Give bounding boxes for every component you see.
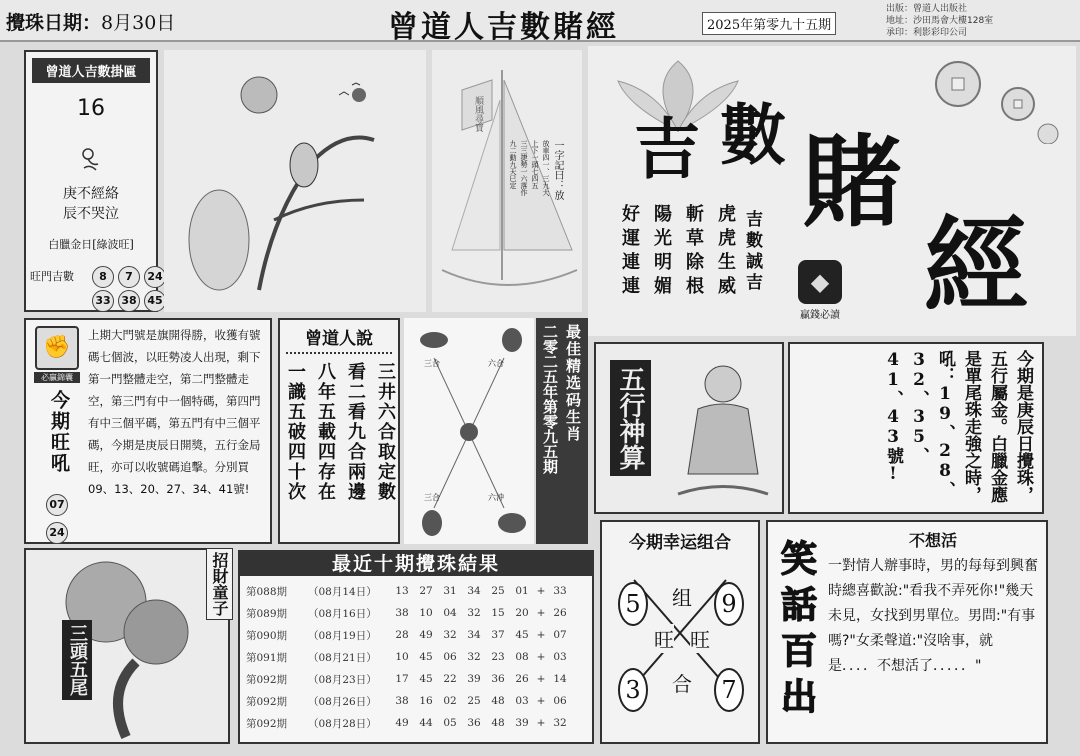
poem-line: 辰不哭泣 (63, 206, 119, 222)
number-cell: 07 (553, 629, 567, 641)
hang-board (24, 50, 163, 312)
date-cell: （08月14日） (308, 585, 377, 598)
issue-cell: 第092期 (246, 717, 288, 730)
number-cell: 27 (419, 585, 433, 597)
wuxing-text-box (788, 342, 1044, 514)
draw-date-label: 攪珠日期： (6, 12, 102, 34)
zodiac-title: 最佳精选码生肖 (564, 324, 582, 443)
combo-number: 5 (618, 582, 648, 626)
sail-line: 一字記曰：放 (552, 140, 563, 200)
zhaocai-badge: 三頭五尾 (62, 620, 92, 700)
results-table (246, 580, 586, 734)
banner-char: 數 (720, 96, 786, 174)
number-cell: 01 (515, 585, 529, 597)
number-cell: 48 (491, 695, 505, 707)
combo-center: 旺 (690, 624, 710, 653)
saying-box (278, 318, 400, 544)
wang-ball: 07 (46, 494, 68, 516)
number-cell: 14 (553, 673, 567, 685)
results-row (246, 602, 586, 624)
joke-badge-char: 話 (780, 584, 817, 626)
number-cell: + (536, 673, 546, 685)
date-cell: （08月23日） (308, 673, 377, 686)
date-cell: （08月16日） (308, 607, 377, 620)
number-cell: 32 (467, 607, 481, 619)
number-cell: 38 (395, 695, 409, 707)
number-cell: 10 (419, 607, 433, 619)
luck-ball: 24 (144, 266, 166, 288)
number-cell: 22 (443, 673, 457, 685)
number-cell: + (536, 695, 546, 707)
publisher-line: 地址：沙田馬會大樓128室 (886, 16, 994, 26)
number-cell: 32 (443, 629, 457, 641)
number-cell: 13 (395, 585, 409, 597)
draw-date-value: 8月30日 (101, 12, 176, 34)
issue-number: 2025年第零九十五期 (702, 12, 836, 35)
luck-ball: 7 (118, 266, 140, 288)
combo-box (600, 520, 760, 744)
zodiac-strip (536, 318, 588, 544)
number-cell: 06 (443, 651, 457, 663)
wang-ball: 24 (46, 522, 68, 544)
hang-board-hint: 白臘金日[綠波旺] (48, 238, 134, 251)
banner-poem-col: 陽光明媚 (651, 204, 672, 300)
saying-col: 一識五破四十次 (285, 362, 306, 502)
wang-badge (34, 326, 80, 383)
banner-poem (616, 204, 738, 332)
sail-text (508, 140, 563, 250)
wang-balls (46, 494, 68, 544)
results-box (238, 550, 594, 744)
issue-cell: 第090期 (246, 629, 288, 642)
issue-cell: 第088期 (246, 585, 288, 598)
joke-badge (774, 536, 824, 720)
wuxing-title: 五行神算 (610, 360, 651, 476)
wang-text: 上期大門號是旗開得勝，收獲有號碼七個波，以旺勢凌人出現，剩下第一門整體走空，第二門整體走空，第三門有中一個特碼，第四門有中三個平碼，第五門有中三個平碼，今期是庚辰日開獎，五行金局旺，亦可以收號碼追擊。分別買09、13、20、27、34、41號! (88, 328, 261, 496)
results-row (246, 668, 586, 690)
page-title: 曾道人吉數賭經 (388, 10, 619, 45)
banner-char: 賭 (802, 123, 902, 241)
number-cell: 44 (419, 717, 433, 729)
sail-line: 上下一頭七四五 (531, 140, 539, 189)
saying-col: 看二看九合兩邊 (345, 362, 366, 502)
number-cell: 08 (515, 651, 529, 663)
results-row (246, 624, 586, 646)
date-cell: （08月28日） (308, 717, 377, 730)
hang-board-number: 16 (77, 96, 105, 121)
sail-illustration (432, 50, 582, 312)
hang-board-title: 曾道人吉數掛匾 (32, 58, 150, 83)
publisher-line: 出版：曾道人出版社 (886, 4, 968, 14)
luck-row-1 (92, 266, 166, 288)
joke-badge-char: 出 (780, 676, 817, 718)
date-cell: （08月19日） (308, 629, 377, 642)
results-row (246, 646, 586, 668)
combo-center: 组 (672, 582, 692, 611)
coins-icon (918, 54, 1068, 144)
badge-label: 贏錢必讀 (800, 310, 840, 321)
number-cell: 39 (515, 717, 529, 729)
number-cell: 49 (419, 629, 433, 641)
child-deity-icon (668, 354, 778, 504)
saying-title: 曾道人說 (286, 324, 392, 354)
number-cell: 25 (491, 585, 505, 597)
joke-badge-char: 笑 (780, 538, 817, 580)
luck-row-2 (92, 290, 166, 312)
banner-char: 吉 (634, 110, 700, 188)
number-cell: 20 (515, 607, 529, 619)
monkey-icon (76, 144, 106, 174)
animal-label: 六沖 (488, 493, 504, 502)
number-cell: 10 (395, 651, 409, 663)
number-cell: 26 (553, 607, 567, 619)
banner-poem-col: 虎虎生威 (715, 204, 736, 300)
number-cell: 48 (491, 717, 505, 729)
number-cell: 36 (467, 717, 481, 729)
number-cell: 33 (553, 585, 567, 597)
luck-label: 旺門吉數 (30, 270, 74, 283)
luck-ball: 8 (92, 266, 114, 288)
combo-center: 旺 (654, 624, 674, 653)
results-title: 最近十期攪珠結果 (240, 552, 592, 576)
number-cell: 16 (419, 695, 433, 707)
results-row (246, 690, 586, 712)
monkey-icon (460, 423, 478, 441)
bird-tree-icon (164, 50, 426, 312)
number-cell: + (536, 717, 546, 729)
sail-line: 九二動九天巳定 (509, 140, 517, 189)
number-cell: 28 (395, 629, 409, 641)
banner (588, 46, 1076, 336)
banner-char: 經 (924, 204, 1029, 327)
wang-label: 今期旺吼 (48, 390, 70, 474)
number-cell: 17 (395, 673, 409, 685)
wang-box (24, 318, 272, 544)
poem-line: 庚不經絡 (63, 186, 119, 202)
joke-title: 不想活 (908, 531, 957, 550)
number-cell: 04 (443, 607, 457, 619)
issue-cell: 第089期 (246, 607, 288, 620)
wuxing-text: 今期是庚辰日攪珠，五行屬金。白臘金應是單尾珠走強之時，吼：19、28、32、35、41、43號! (883, 350, 1033, 503)
header-bar (0, 0, 1080, 45)
animal-label: 三合 (424, 359, 440, 368)
wang-badge-text: 必贏錦囊 (34, 372, 80, 383)
banner-advice: 吉數誠吉 (742, 210, 762, 294)
number-cell: 45 (419, 673, 433, 685)
number-cell: 38 (395, 607, 409, 619)
sail-line: 三三捷勢一六落作 (520, 140, 528, 196)
number-cell: 37 (491, 629, 505, 641)
number-cell: 39 (467, 673, 481, 685)
sail-line: 放車四一、三九大 (542, 140, 550, 196)
combo-number: 9 (714, 582, 744, 626)
combo-number: 3 (618, 668, 648, 712)
issue-cell: 第092期 (246, 695, 288, 708)
number-cell: 03 (515, 695, 529, 707)
luck-ball: 33 (92, 290, 114, 312)
number-cell: 45 (515, 629, 529, 641)
results-row (246, 580, 586, 602)
animal-label: 三合 (424, 493, 440, 502)
number-cell: 34 (467, 585, 481, 597)
date-cell: （08月26日） (308, 695, 377, 708)
number-cell: 49 (395, 717, 409, 729)
number-cell: 03 (553, 651, 567, 663)
publisher-info (886, 3, 993, 39)
issue-cell: 第092期 (246, 673, 288, 686)
number-cell: 06 (553, 695, 567, 707)
ape-icon (422, 510, 442, 536)
zhaocai-box (24, 548, 230, 744)
number-cell: 36 (491, 673, 505, 685)
banner-poem-col: 好運連連 (619, 204, 640, 300)
mouse-icon (420, 332, 448, 348)
date-cell: （08月21日） (308, 651, 377, 664)
joke-box (766, 520, 1048, 744)
number-cell: + (536, 585, 546, 597)
zhaocai-label: 招財童子 (206, 548, 233, 620)
number-cell: 02 (443, 695, 457, 707)
combo-title: 今期幸运组合 (629, 533, 731, 553)
wuxing-box (594, 342, 784, 514)
deer-icon (498, 513, 526, 533)
combo-number: 7 (714, 668, 744, 712)
joke-text: 一對情人辦事時，男的每每到興奮時總喜歡說:"看我不弄死你!"幾天未見，女找到男單位。男問:"有事嗎?"女柔聲道:"沒啥事，就是．．．．不想活了．．．．．" (828, 558, 1038, 674)
zodiac-issue: 二零二五年第零九五期 (541, 324, 559, 474)
number-cell: 15 (491, 607, 505, 619)
publisher-line: 承印：利影彩印公司 (886, 28, 968, 38)
luck-ball: 45 (144, 290, 166, 312)
number-cell: + (536, 651, 546, 663)
animal-label: 六合 (488, 359, 504, 368)
animals-box (404, 318, 534, 544)
number-cell: 45 (419, 651, 433, 663)
saying-cols (284, 362, 396, 538)
number-cell: 26 (515, 673, 529, 685)
fist-icon: ✊ (35, 326, 79, 370)
number-cell: 31 (443, 585, 457, 597)
saying-col: 八年五載四存在 (315, 362, 336, 502)
bird-illustration (164, 50, 426, 312)
luck-ball: 38 (118, 290, 140, 312)
sail-flag-text: 順風尋寶 (473, 96, 483, 132)
rooster-icon (502, 328, 522, 352)
animal-diagram (404, 318, 534, 544)
banner-poem-col: 斬草除根 (683, 204, 704, 300)
number-cell: 23 (491, 651, 505, 663)
number-cell: 32 (467, 651, 481, 663)
hang-board-poem (26, 184, 156, 224)
number-cell: 32 (553, 717, 567, 729)
joke-badge-char: 百 (780, 630, 817, 672)
badge-box (788, 260, 852, 330)
number-cell: 05 (443, 717, 457, 729)
number-cell: + (536, 629, 546, 641)
issue-cell: 第091期 (246, 651, 288, 664)
combo-center: 合 (672, 668, 692, 697)
number-cell: 25 (467, 695, 481, 707)
money-bag-icon: ◆ (798, 260, 842, 304)
saying-col: 三井六合取定數 (375, 362, 396, 502)
draw-date (6, 8, 175, 35)
results-row (246, 712, 586, 734)
number-cell: 34 (467, 629, 481, 641)
number-cell: + (536, 607, 546, 619)
